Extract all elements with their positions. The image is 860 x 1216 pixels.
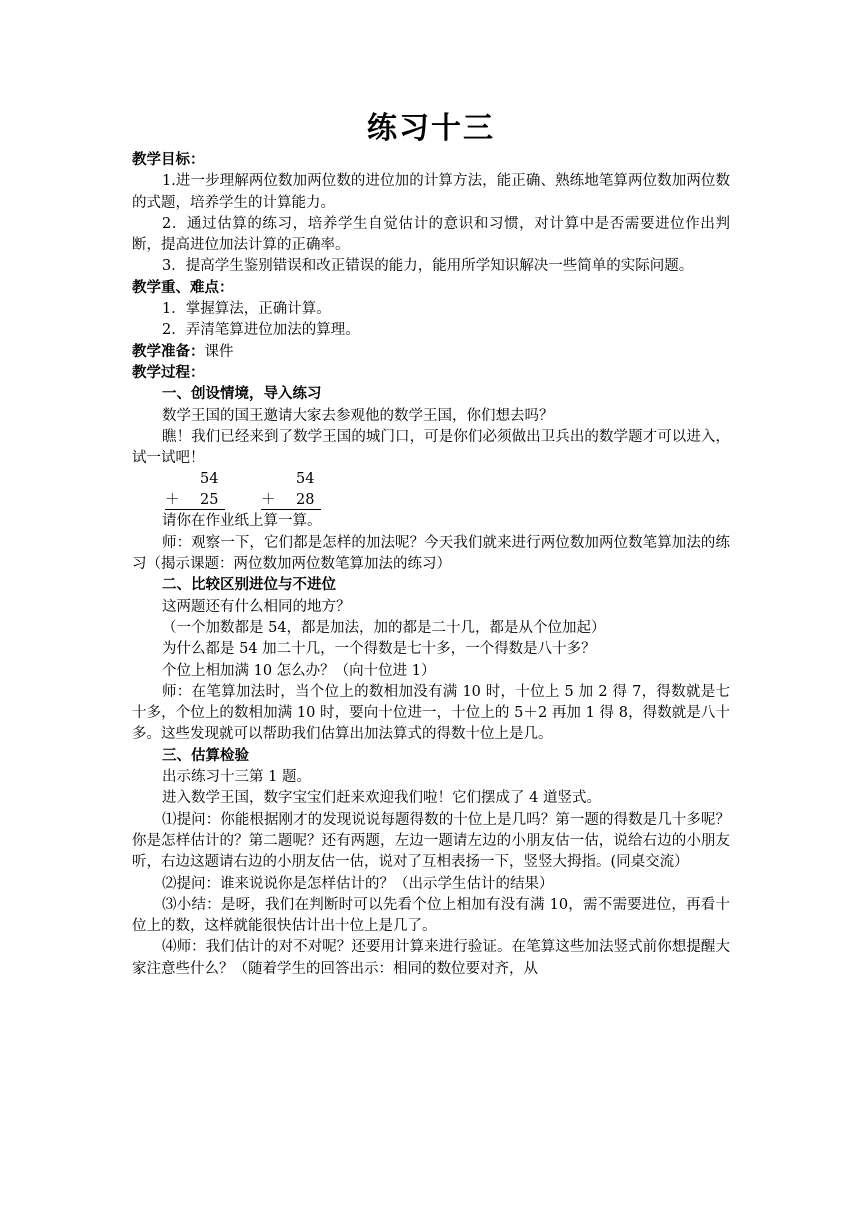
section-2-para-3: 为什么都是 54 加二十几，一个得数是七十多，一个得数是八十多？: [162, 641, 596, 658]
key-point-2: 2．弄清笔算进位加法的算理。: [162, 322, 360, 339]
page-title: 练习十三: [367, 111, 495, 146]
section-3-para-1: 出示练习十三第 1 题。: [162, 769, 311, 786]
section-2-title: 二、比较区别进位与不进位: [162, 577, 336, 594]
section-3-para-4: ⑵提问：谁来说说你是怎样估计的？（出示学生估计的结果）: [162, 875, 554, 892]
goal-item-2: 2．通过估算的练习，培养学生自觉估计的意识和习惯，对计算中是否需要进位作出判断，提高进位加法计算的正确率。: [132, 215, 730, 254]
section-3-para-6: ⑷师：我们估计的对不对呢？还要用计算来进行验证。在笔算这些加法竖式前你想提醒大家注意些什么？（随着学生的回答出示：相同的数位要对齐，从: [132, 939, 730, 977]
section-3-title: 三、估算检验: [162, 747, 249, 764]
goal-item-3: 3．提高学生鉴别错误和改正错误的能力，能用所学知识解决一些简单的实际问题。: [162, 258, 694, 275]
process-heading: 教学过程：: [132, 364, 205, 381]
section-3-para-2: 进入数学王国，数字宝宝们赶来欢迎我们啦！它们摆成了 4 道竖式。: [162, 790, 601, 807]
prep-text: 课件: [204, 343, 234, 360]
section-2-para-2: （一个加数都是 54，都是加法，加的都是二十几，都是从个位加起）: [162, 619, 606, 636]
prep-heading: 教学准备：: [132, 343, 205, 360]
calc-1-underline: [165, 509, 225, 510]
section-2-para-5: 师：在笔算加法时，当个位上的数相加没有满 10 时，十位上 5 加 2 得 7，得数就是七十多，个位上的数相加满 10 时，要向十位进一，十位上的 5＋2 再加 1 得 8，得数就是八十多。这些发现就可以帮助我们估算出加法算式的得数十位上是几。: [132, 683, 730, 743]
vertical-calculations: [132, 469, 730, 511]
section-1-para-2: 瞧！我们已经来到了数学王国的城门口，可是你们必须做出卫兵出的数学题才可以进入，试一试吧！: [132, 428, 730, 467]
calc-1-top: 54: [200, 471, 219, 488]
section-1-para-3: 请你在作业纸上算一算。: [162, 513, 322, 530]
calc-2-operator: ＋: [261, 492, 276, 509]
calc-1-bottom: 25: [200, 492, 219, 509]
goal-item-1: 1.进一步理解两位数加两位数的进位加的计算方法，能正确、熟练地笔算两位数加两位数的式题，培养学生的计算能力。: [132, 173, 730, 211]
section-2-para-1: 这两题还有什么相同的地方？: [162, 598, 351, 615]
key-points-heading: 教学重、难点：: [132, 279, 234, 296]
section-3-para-5: ⑶小结：是呀，我们在判断时可以先看个位上相加有没有满 10，需不需要进位，再看十位上的数，这样就能很快估计出十位上是几了。: [132, 896, 730, 935]
calc-2-underline: [261, 509, 321, 510]
document-body: [132, 150, 730, 980]
section-2-para-4: 个位上相加满 10 怎么办？（向十位进 1）: [162, 662, 436, 679]
calc-2-bottom: 28: [296, 492, 315, 509]
section-3-para-3: ⑴提问：你能根据刚才的发现说说每题得数的十位上是几吗？第一题的得数是几十多呢？你是怎样估计的？第二题呢？还有两题，左边一题请左边的小朋友估一估，说给右边的小朋友听，右边这题请右边的小朋友估一估，说对了互相表扬一下，竖竖大拇指。(同桌交流）: [132, 811, 730, 871]
section-1-para-4: 师：观察一下，它们都是怎样的加法呢？今天我们就来进行两位数加两位数笔算加法的练习（揭示课题：两位数加两位数笔算加法的练习）: [132, 534, 730, 573]
section-1-para-1: 数学王国的国王邀请大家去参观他的数学王国，你们想去吗？: [162, 407, 554, 424]
calc-2-top: 54: [296, 471, 315, 488]
calc-1-operator: ＋: [165, 492, 180, 509]
prep-line: [132, 342, 730, 363]
goals-heading: 教学目标：: [132, 152, 205, 168]
key-point-1: 1．掌握算法，正确计算。: [162, 301, 331, 318]
section-1-title: 一、创设情境，导入练习: [162, 386, 322, 403]
